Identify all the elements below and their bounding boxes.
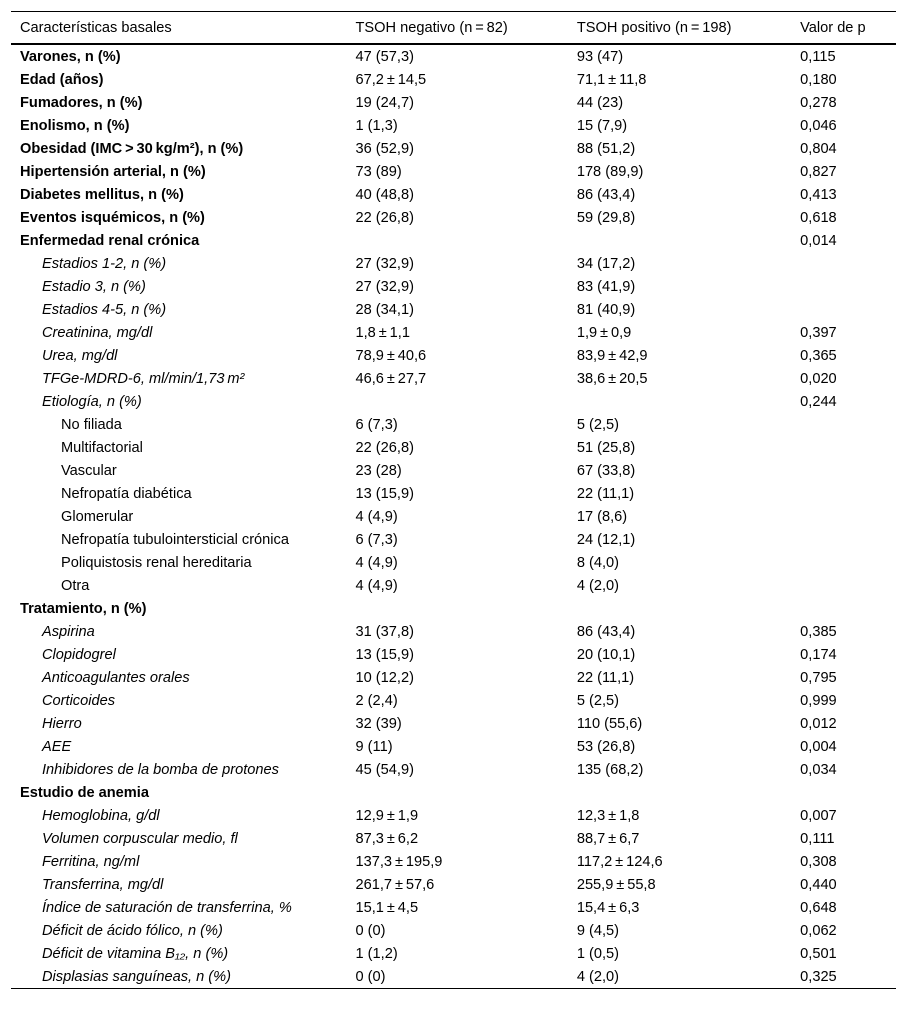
row-label: Transferrina, mg/dl bbox=[42, 876, 164, 893]
cell-p-value: 0,174 bbox=[800, 646, 837, 663]
cell-positive: 67 (33,8) bbox=[576, 462, 636, 479]
cell-negative: 1,8 ± 1,1 bbox=[355, 324, 410, 341]
cell-p-value bbox=[800, 413, 896, 436]
table-row bbox=[11, 298, 896, 321]
cell-negative: 73 (89) bbox=[355, 163, 402, 180]
cell-positive: 15,4 ± 6,3 bbox=[576, 899, 640, 916]
cell-positive: 17 (8,6) bbox=[576, 508, 628, 525]
row-label: Otra bbox=[61, 577, 90, 594]
table-row bbox=[11, 896, 896, 919]
table-row bbox=[11, 390, 896, 413]
table-row bbox=[11, 804, 896, 827]
row-label: Vascular bbox=[61, 462, 117, 479]
row-label: Tratamiento, n (%) bbox=[20, 600, 147, 617]
table-row bbox=[11, 183, 896, 206]
cell-positive: 34 (17,2) bbox=[576, 255, 636, 272]
row-label: Displasias sanguíneas, n (%) bbox=[11, 965, 356, 989]
cell-p-value bbox=[800, 528, 896, 551]
cell-positive: 22 (11,1) bbox=[576, 669, 635, 686]
cell-negative: 46,6 ± 27,7 bbox=[355, 370, 427, 387]
cell-negative: 27 (32,9) bbox=[355, 278, 414, 295]
table-row bbox=[11, 44, 896, 68]
cell-p-value: 0,020 bbox=[800, 370, 837, 387]
row-label: Inhibidores de la bomba de protones bbox=[42, 761, 279, 778]
cell-positive: 135 (68,2) bbox=[576, 761, 644, 778]
cell-positive: 178 (89,9) bbox=[576, 163, 644, 180]
cell-p-value bbox=[800, 459, 896, 482]
cell-p-value: 0,180 bbox=[800, 71, 837, 88]
cell-negative: 0 (0) bbox=[356, 965, 577, 989]
cell-negative: 6 (7,3) bbox=[355, 531, 398, 548]
table-row bbox=[11, 137, 896, 160]
row-label: Diabetes mellitus, n (%) bbox=[20, 186, 184, 203]
row-label: Fumadores, n (%) bbox=[20, 94, 143, 111]
cell-p-value: 0,999 bbox=[800, 692, 837, 709]
table-row bbox=[11, 758, 896, 781]
cell-p-value: 0,618 bbox=[800, 209, 837, 226]
table-row bbox=[11, 436, 896, 459]
row-label: Multifactorial bbox=[61, 439, 143, 456]
cell-negative: 1 (1,3) bbox=[355, 117, 398, 134]
cell-positive: 1,9 ± 0,9 bbox=[576, 324, 632, 341]
row-label: Corticoides bbox=[42, 692, 115, 709]
row-label: Estudio de anemia bbox=[20, 784, 149, 801]
cell-p-value bbox=[800, 781, 896, 804]
cell-positive: 4 (2,0) bbox=[577, 965, 800, 989]
table-row bbox=[11, 482, 896, 505]
table-row bbox=[11, 850, 896, 873]
cell-negative: 78,9 ± 40,6 bbox=[355, 347, 427, 364]
cell-p-value: 0,440 bbox=[800, 876, 837, 893]
row-label: Ferritina, ng/ml bbox=[42, 853, 140, 870]
table-row bbox=[11, 712, 896, 735]
cell-positive bbox=[577, 781, 800, 804]
cell-negative: 261,7 ± 57,6 bbox=[355, 876, 435, 893]
cell-positive: 86 (43,4) bbox=[576, 186, 636, 203]
cell-p-value: 0,007 bbox=[800, 807, 837, 824]
row-label: Eventos isquémicos, n (%) bbox=[20, 209, 205, 226]
cell-negative: 1 (1,2) bbox=[355, 945, 398, 962]
cell-negative: 36 (52,9) bbox=[355, 140, 414, 157]
table-row bbox=[11, 919, 896, 942]
cell-negative: 47 (57,3) bbox=[355, 48, 414, 65]
cell-positive bbox=[577, 229, 800, 252]
cell-positive: 4 (2,0) bbox=[576, 577, 620, 594]
cell-positive: 1 (0,5) bbox=[576, 945, 620, 962]
table-row bbox=[11, 459, 896, 482]
cell-negative: 22 (26,8) bbox=[355, 209, 414, 226]
cell-p-value bbox=[800, 275, 896, 298]
table-row bbox=[11, 160, 896, 183]
row-label: Edad (años) bbox=[20, 71, 104, 88]
cell-p-value bbox=[800, 597, 896, 620]
row-label: Índice de saturación de transferrina, % bbox=[42, 899, 292, 916]
cell-positive bbox=[577, 390, 800, 413]
cell-negative: 40 (48,8) bbox=[355, 186, 414, 203]
cell-positive bbox=[577, 597, 800, 620]
cell-p-value: 0,278 bbox=[800, 94, 837, 111]
cell-negative: 67,2 ± 14,5 bbox=[355, 71, 427, 88]
cell-p-value: 0,804 bbox=[800, 140, 837, 157]
row-label: Enfermedad renal crónica bbox=[20, 232, 200, 249]
cell-positive: 71,1 ± 11,8 bbox=[576, 71, 647, 88]
cell-positive: 83,9 ± 42,9 bbox=[576, 347, 648, 364]
table-row bbox=[11, 574, 896, 597]
cell-negative bbox=[356, 597, 577, 620]
table-row bbox=[11, 666, 896, 689]
cell-p-value: 0,365 bbox=[800, 347, 837, 364]
row-label: Estadio 3, n (%) bbox=[42, 278, 146, 295]
row-label: Déficit de ácido fólico, n (%) bbox=[42, 922, 223, 939]
table-row bbox=[11, 689, 896, 712]
header-tsoh-negative: TSOH negativo (n = 82) bbox=[356, 12, 577, 45]
cell-positive: 88,7 ± 6,7 bbox=[576, 830, 640, 847]
cell-p-value bbox=[800, 482, 896, 505]
table-row bbox=[11, 827, 896, 850]
baseline-characteristics-table bbox=[11, 11, 896, 989]
cell-p-value bbox=[800, 252, 896, 275]
table-row bbox=[11, 735, 896, 758]
cell-negative: 32 (39) bbox=[355, 715, 402, 732]
cell-negative: 19 (24,7) bbox=[355, 94, 414, 111]
cell-positive: 15 (7,9) bbox=[576, 117, 628, 134]
cell-negative bbox=[356, 229, 577, 252]
table-row bbox=[11, 965, 896, 989]
cell-p-value: 0,004 bbox=[800, 738, 837, 755]
cell-negative: 28 (34,1) bbox=[355, 301, 414, 318]
cell-p-value: 0,034 bbox=[800, 761, 837, 778]
cell-negative: 12,9 ± 1,9 bbox=[355, 807, 419, 824]
cell-p-value: 0,501 bbox=[800, 945, 837, 962]
table-row bbox=[11, 505, 896, 528]
cell-positive: 117,2 ± 124,6 bbox=[576, 853, 663, 870]
table-row bbox=[11, 620, 896, 643]
cell-p-value: 0,385 bbox=[800, 623, 837, 640]
table-row bbox=[11, 367, 896, 390]
cell-p-value: 0,111 bbox=[800, 830, 835, 847]
row-label: Glomerular bbox=[61, 508, 134, 525]
table-row bbox=[11, 528, 896, 551]
row-label: Enolismo, n (%) bbox=[20, 117, 130, 134]
row-label: Creatinina, mg/dl bbox=[42, 324, 153, 341]
row-label: Varones, n (%) bbox=[20, 48, 121, 65]
table-row bbox=[11, 781, 896, 804]
cell-negative: 137,3 ± 195,9 bbox=[355, 853, 443, 870]
cell-positive: 9 (4,5) bbox=[576, 922, 620, 939]
cell-positive: 12,3 ± 1,8 bbox=[576, 807, 640, 824]
cell-negative: 0 (0) bbox=[355, 922, 386, 939]
cell-positive: 93 (47) bbox=[576, 48, 624, 65]
table-row bbox=[11, 68, 896, 91]
table-row bbox=[11, 942, 896, 965]
cell-positive: 38,6 ± 20,5 bbox=[576, 370, 648, 387]
row-label: Aspirina bbox=[42, 623, 95, 640]
row-label: Hipertensión arterial, n (%) bbox=[20, 163, 206, 180]
cell-negative: 9 (11) bbox=[355, 738, 393, 755]
cell-positive: 59 (29,8) bbox=[576, 209, 636, 226]
cell-negative: 13 (15,9) bbox=[355, 485, 414, 502]
cell-positive: 51 (25,8) bbox=[576, 439, 636, 456]
cell-positive: 24 (12,1) bbox=[576, 531, 636, 548]
cell-negative: 15,1 ± 4,5 bbox=[355, 899, 419, 916]
cell-negative: 27 (32,9) bbox=[355, 255, 414, 272]
cell-negative: 45 (54,9) bbox=[355, 761, 414, 778]
cell-negative: 4 (4,9) bbox=[355, 508, 398, 525]
row-label: Clopidogrel bbox=[42, 646, 116, 663]
cell-positive: 86 (43,4) bbox=[576, 623, 636, 640]
cell-p-value: 0,413 bbox=[800, 186, 837, 203]
cell-p-value bbox=[800, 436, 896, 459]
cell-p-value: 0,397 bbox=[800, 324, 837, 341]
cell-positive: 22 (11,1) bbox=[576, 485, 635, 502]
table-row bbox=[11, 597, 896, 620]
row-label: Obesidad (IMC > 30 kg/m²), n (%) bbox=[20, 140, 244, 157]
cell-p-value bbox=[800, 574, 896, 597]
cell-negative: 31 (37,8) bbox=[355, 623, 414, 640]
table-row bbox=[11, 643, 896, 666]
cell-p-value: 0,827 bbox=[800, 163, 837, 180]
row-label: Poliquistosis renal hereditaria bbox=[61, 554, 252, 571]
table-row bbox=[11, 91, 896, 114]
cell-p-value: 0,795 bbox=[800, 669, 837, 686]
table-row bbox=[11, 873, 896, 896]
cell-p-value bbox=[800, 551, 896, 574]
cell-p-value: 0,014 bbox=[800, 232, 837, 249]
cell-positive: 81 (40,9) bbox=[576, 301, 636, 318]
cell-negative bbox=[356, 390, 577, 413]
cell-negative: 23 (28) bbox=[355, 462, 402, 479]
cell-positive: 5 (2,5) bbox=[576, 692, 620, 709]
row-label: Urea, mg/dl bbox=[42, 347, 118, 364]
table-row bbox=[11, 206, 896, 229]
cell-positive: 5 (2,5) bbox=[576, 416, 620, 433]
row-label: Volumen corpuscular medio, fl bbox=[42, 830, 238, 847]
header-tsoh-positive: TSOH positivo (n = 198) bbox=[577, 12, 800, 45]
row-label: TFGe-MDRD-6, ml/min/1,73 m² bbox=[42, 370, 245, 387]
cell-positive: 255,9 ± 55,8 bbox=[576, 876, 656, 893]
table-row bbox=[11, 252, 896, 275]
table-row bbox=[11, 229, 896, 252]
cell-p-value: 0,046 bbox=[800, 117, 837, 134]
row-label: Etiología, n (%) bbox=[42, 393, 142, 410]
cell-p-value: 0,648 bbox=[800, 899, 837, 916]
cell-positive: 83 (41,9) bbox=[576, 278, 636, 295]
cell-negative: 6 (7,3) bbox=[355, 416, 398, 433]
cell-negative: 2 (2,4) bbox=[355, 692, 398, 709]
row-label: Estadios 1-2, n (%) bbox=[42, 255, 167, 272]
cell-negative: 13 (15,9) bbox=[355, 646, 414, 663]
header-row bbox=[11, 12, 896, 45]
row-label: Nefropatía tubulointersticial crónica bbox=[61, 531, 289, 548]
cell-p-value: 0,062 bbox=[800, 922, 837, 939]
row-label: Nefropatía diabética bbox=[61, 485, 192, 502]
cell-negative bbox=[356, 781, 577, 804]
cell-positive: 53 (26,8) bbox=[576, 738, 636, 755]
table-row bbox=[11, 114, 896, 137]
cell-p-value: 0,308 bbox=[800, 853, 837, 870]
row-label: No filiada bbox=[61, 416, 122, 433]
cell-positive: 44 (23) bbox=[576, 94, 624, 111]
table-row bbox=[11, 344, 896, 367]
cell-negative: 10 (12,2) bbox=[355, 669, 414, 686]
header-characteristics: Características basales bbox=[11, 12, 356, 45]
cell-p-value: 0,115 bbox=[800, 48, 836, 65]
row-label: Anticoagulantes orales bbox=[42, 669, 190, 686]
table-row bbox=[11, 413, 896, 436]
cell-negative: 4 (4,9) bbox=[355, 577, 398, 594]
row-label: AEE bbox=[42, 738, 72, 755]
table-row bbox=[11, 551, 896, 574]
header-p-value: Valor de p bbox=[800, 12, 896, 45]
cell-negative: 4 (4,9) bbox=[355, 554, 398, 571]
cell-positive: 20 (10,1) bbox=[576, 646, 636, 663]
cell-p-value bbox=[800, 505, 896, 528]
cell-positive: 8 (4,0) bbox=[576, 554, 620, 571]
cell-positive: 110 (55,6) bbox=[576, 715, 643, 732]
row-label: Hemoglobina, g/dl bbox=[42, 807, 160, 824]
row-label: Déficit de vitamina B₁₂, n (%) bbox=[42, 945, 229, 962]
row-label: Hierro bbox=[42, 715, 82, 732]
cell-p-value: 0,325 bbox=[800, 965, 896, 989]
cell-p-value: 0,244 bbox=[800, 393, 837, 410]
row-label: Estadios 4-5, n (%) bbox=[42, 301, 167, 318]
cell-p-value: 0,012 bbox=[800, 715, 837, 732]
table-row bbox=[11, 321, 896, 344]
cell-negative: 22 (26,8) bbox=[355, 439, 414, 456]
table-row bbox=[11, 275, 896, 298]
cell-negative: 87,3 ± 6,2 bbox=[355, 830, 419, 847]
cell-p-value bbox=[800, 298, 896, 321]
cell-positive: 88 (51,2) bbox=[576, 140, 636, 157]
